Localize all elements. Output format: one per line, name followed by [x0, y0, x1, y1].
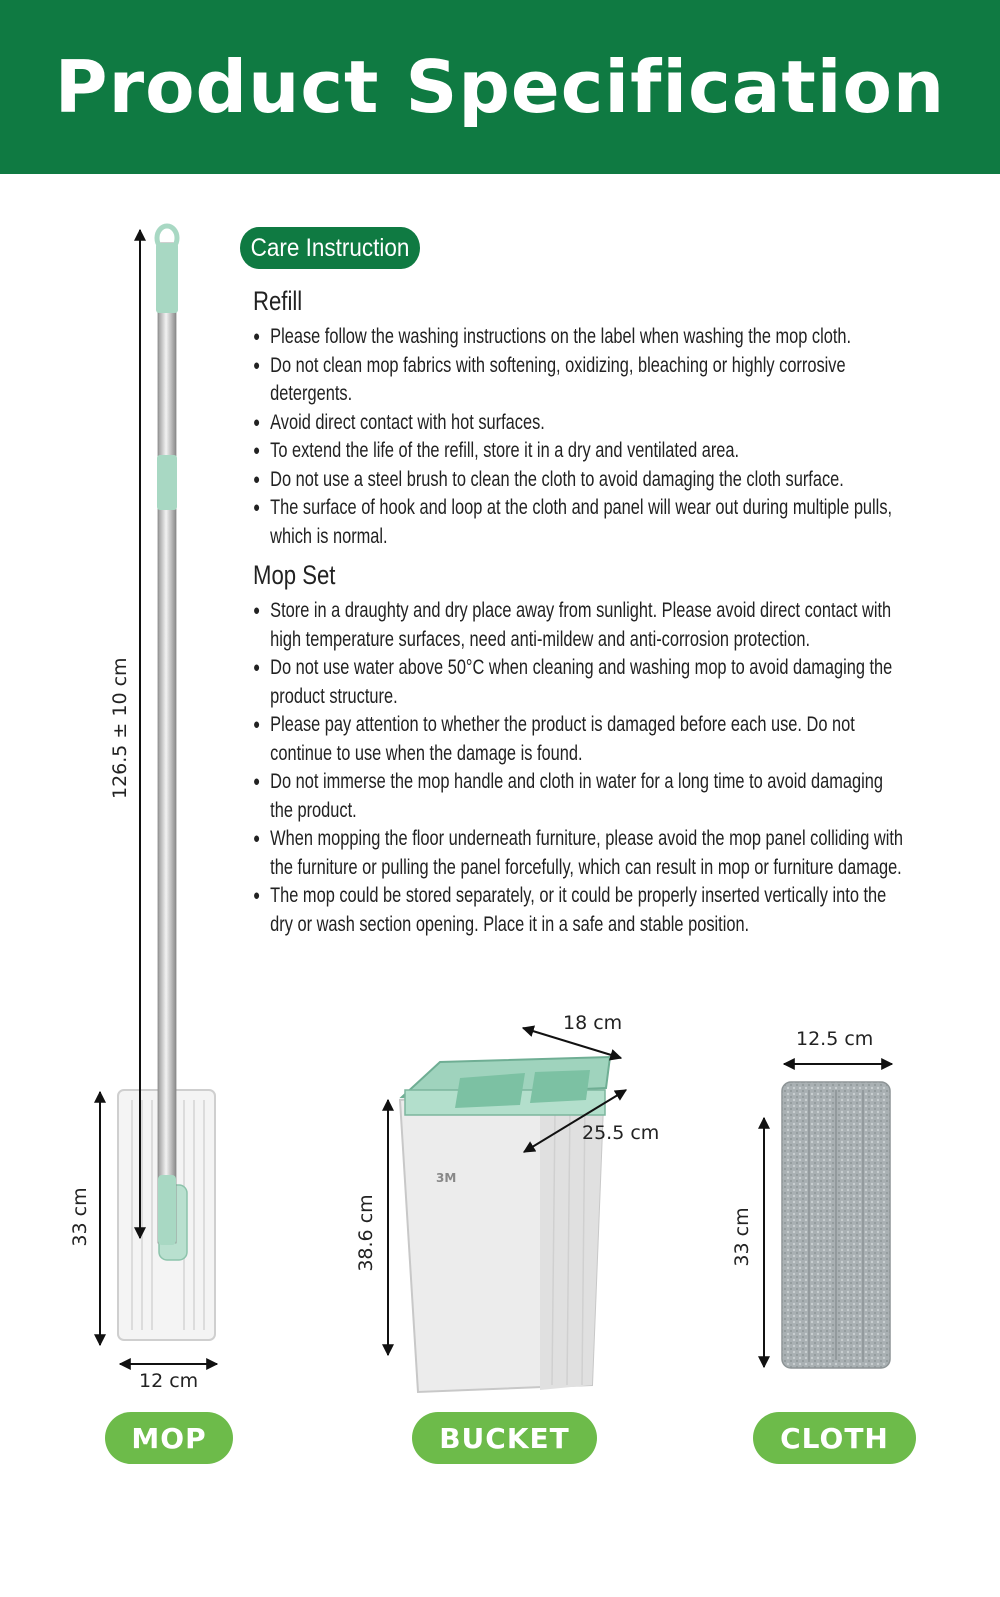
list-item: ● The mop could be stored separately, or it could be properly inserted vertically into the dry or wash section opening. Place it in a safe and stable position.	[253, 882, 908, 939]
list-item: ● Do not clean mop fabrics with softening, oxidizing, bleaching or highly corrosive detergents.	[253, 352, 908, 409]
bucket-label: BUCKET	[412, 1412, 597, 1464]
mop-set-title: Mop Set	[253, 560, 336, 590]
list-item: ● Please pay attention to whether the product is damaged before each use. Do not continue to use when the damage is found.	[253, 711, 908, 768]
list-item: ● Avoid direct contact with hot surfaces.	[253, 409, 908, 438]
bucket-width-label: 18 cm	[563, 1012, 623, 1034]
cloth-illustration	[782, 1082, 890, 1368]
mop-height-label: 126.5 ± 10 cm	[109, 657, 131, 799]
list-item: ● Do not use a steel brush to clean the cloth to avoid damaging the cloth surface.	[253, 466, 908, 495]
bucket-depth-label: 25.5 cm	[582, 1122, 660, 1144]
cloth-width-label: 12.5 cm	[796, 1028, 874, 1050]
list-item: ● Store in a draughty and dry place away from sunlight. Please avoid direct contact with high temperature surfaces, need anti-mildew and anti-corrosion protection.	[253, 597, 908, 654]
list-item: ● Do not use water above 50°C when cleaning and washing mop to avoid damaging the product structure.	[253, 654, 908, 711]
list-item: ● When mopping the floor underneath furniture, please avoid the mop panel colliding with the furniture or pulling the panel forcefully, which can result in mop or furniture damage.	[253, 825, 908, 882]
cloth-length-label: 33 cm	[731, 1207, 753, 1267]
list-item: ● Do not immerse the mop handle and cloth in water for a long time to avoid damaging the product.	[253, 768, 908, 825]
bucket-height-label: 38.6 cm	[355, 1194, 377, 1272]
refill-title: Refill	[253, 286, 303, 316]
care-instruction-badge: Care Instruction	[240, 227, 420, 269]
mop-illustration	[118, 226, 215, 1340]
list-item: ● The surface of hook and loop at the cloth and panel will wear out during multiple pulls, which is normal.	[253, 494, 908, 551]
cloth-label: CLOTH	[753, 1412, 916, 1464]
mop-head-length-label: 33 cm	[69, 1187, 91, 1247]
list-item: ● To extend the life of the refill, store it in a dry and ventilated area.	[253, 437, 908, 466]
page-title: Product Specification	[54, 45, 946, 129]
mop-label: MOP	[105, 1412, 233, 1464]
bucket-illustration	[400, 1057, 610, 1392]
bucket-brand-mark: 3M	[436, 1171, 457, 1185]
list-item: ● Please follow the washing instructions on the label when washing the mop cloth.	[253, 323, 908, 352]
mop-head-width-label: 12 cm	[139, 1370, 199, 1392]
